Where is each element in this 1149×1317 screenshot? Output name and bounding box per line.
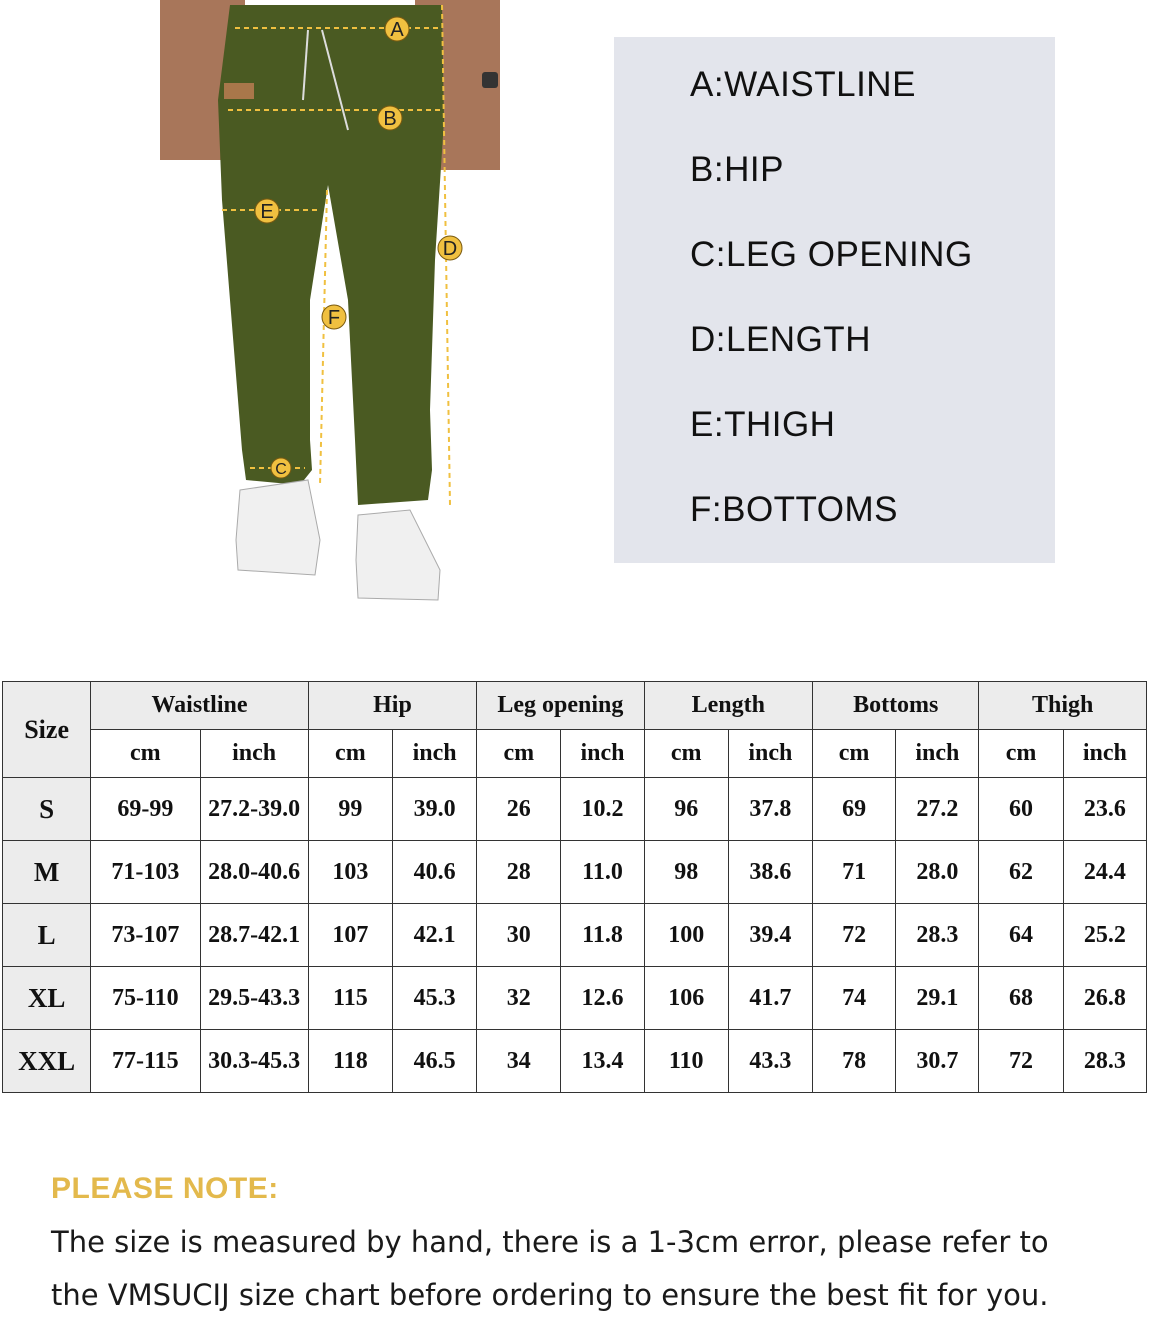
- measurement-cell: 39.0: [392, 778, 476, 841]
- measurement-cell: 75-110: [91, 967, 200, 1030]
- measurement-cell: 98: [644, 841, 728, 904]
- marker-d: [438, 236, 462, 260]
- measurement-cell: 28.0: [896, 841, 979, 904]
- brand-patch: [224, 83, 254, 99]
- table-row: [3, 1030, 1147, 1093]
- note-line-1: The size is measured by hand, there is a 1-3cm error, please refer to: [51, 1225, 1049, 1259]
- measurement-cell: 73-107: [91, 904, 200, 967]
- size-chart-table: [2, 681, 1147, 1093]
- unit-header: cm: [813, 730, 896, 778]
- measurement-cell: 42.1: [392, 904, 476, 967]
- left-shoe: [236, 480, 320, 575]
- measurement-cell: 28.7-42.1: [200, 904, 308, 967]
- size-header: Size: [3, 682, 91, 778]
- header-bottoms: Bottoms: [813, 682, 979, 730]
- measurement-cell: 26: [477, 778, 561, 841]
- legend-leg-opening: C:LEG OPENING: [690, 235, 973, 274]
- svg-text:E: E: [260, 201, 274, 223]
- measurement-cell: 78: [813, 1030, 896, 1093]
- measurement-cell: 29.1: [896, 967, 979, 1030]
- measurement-cell: 40.6: [392, 841, 476, 904]
- measurement-cell: 45.3: [392, 967, 476, 1030]
- unit-header: inch: [561, 730, 644, 778]
- group-header-row: [3, 682, 1147, 730]
- marker-c: [271, 458, 291, 478]
- size-cell: L: [3, 904, 91, 967]
- measurement-cell: 28.0-40.6: [200, 841, 308, 904]
- measurement-cell: 13.4: [561, 1030, 644, 1093]
- measurement-cell: 96: [644, 778, 728, 841]
- header-leg-opening: Leg opening: [477, 682, 644, 730]
- measurement-cell: 28.3: [1063, 1030, 1146, 1093]
- note-line-2: the VMSUCIJ size chart before ordering to ensure the best fit for you.: [51, 1278, 1049, 1312]
- measurement-cell: 24.4: [1063, 841, 1146, 904]
- legend-length: D:LENGTH: [690, 320, 871, 359]
- measurement-cell: 74: [813, 967, 896, 1030]
- measurement-cell: 30.7: [896, 1030, 979, 1093]
- measurement-cell: 38.6: [728, 841, 812, 904]
- measurement-cell: 43.3: [728, 1030, 812, 1093]
- measurement-cell: 110: [644, 1030, 728, 1093]
- svg-text:F: F: [327, 307, 341, 329]
- measurement-cell: 23.6: [1063, 778, 1146, 841]
- unit-header: cm: [91, 730, 200, 778]
- measurement-cell: 62: [979, 841, 1063, 904]
- measurement-cell: 28.3: [896, 904, 979, 967]
- header-hip: Hip: [308, 682, 476, 730]
- measurement-legend: [614, 37, 1055, 563]
- table-row: [3, 967, 1147, 1030]
- table-row: [3, 778, 1147, 841]
- measurement-cell: 27.2: [896, 778, 979, 841]
- unit-header: inch: [1063, 730, 1146, 778]
- measurement-cell: 27.2-39.0: [200, 778, 308, 841]
- legend-waistline: A:WAISTLINE: [690, 65, 916, 104]
- marker-f: [322, 305, 346, 329]
- measurement-cell: 115: [308, 967, 392, 1030]
- marker-a: [385, 17, 409, 41]
- measurement-cell: 25.2: [1063, 904, 1146, 967]
- measurement-cell: 77-115: [91, 1030, 200, 1093]
- measurement-cell: 103: [308, 841, 392, 904]
- measurement-cell: 72: [979, 1030, 1063, 1093]
- size-cell: S: [3, 778, 91, 841]
- unit-header: cm: [308, 730, 392, 778]
- measurement-cell: 34: [477, 1030, 561, 1093]
- right-shoe: [356, 510, 440, 600]
- marker-b: [378, 106, 402, 130]
- measurement-cell: 68: [979, 967, 1063, 1030]
- unit-header: cm: [979, 730, 1063, 778]
- unit-header: inch: [896, 730, 979, 778]
- measurement-cell: 71: [813, 841, 896, 904]
- unit-header: cm: [477, 730, 561, 778]
- watch-icon: [482, 72, 498, 88]
- measurement-cell: 30.3-45.3: [200, 1030, 308, 1093]
- measurement-cell: 10.2: [561, 778, 644, 841]
- unit-header: inch: [392, 730, 476, 778]
- header-length: Length: [644, 682, 812, 730]
- unit-header: cm: [644, 730, 728, 778]
- measurement-cell: 26.8: [1063, 967, 1146, 1030]
- measurement-cell: 46.5: [392, 1030, 476, 1093]
- header-waistline: Waistline: [91, 682, 309, 730]
- legend-thigh: E:THIGH: [690, 405, 836, 444]
- measurement-cell: 39.4: [728, 904, 812, 967]
- measurement-cell: 37.8: [728, 778, 812, 841]
- unit-header: inch: [200, 730, 308, 778]
- measurement-cell: 12.6: [561, 967, 644, 1030]
- unit-header: inch: [728, 730, 812, 778]
- measurement-cell: 41.7: [728, 967, 812, 1030]
- note-title: PLEASE NOTE:: [51, 1172, 279, 1205]
- header-thigh: Thigh: [979, 682, 1147, 730]
- table-row: [3, 841, 1147, 904]
- legend-bottoms: F:BOTTOMS: [690, 490, 899, 529]
- measurement-cell: 100: [644, 904, 728, 967]
- measurement-cell: 30: [477, 904, 561, 967]
- svg-text:C: C: [275, 461, 287, 478]
- measurement-cell: 99: [308, 778, 392, 841]
- measurement-cell: 69-99: [91, 778, 200, 841]
- measurement-cell: 11.0: [561, 841, 644, 904]
- unit-header-row: [3, 730, 1147, 778]
- measurement-cell: 11.8: [561, 904, 644, 967]
- measurement-cell: 107: [308, 904, 392, 967]
- pants: [218, 5, 444, 505]
- measurement-cell: 71-103: [91, 841, 200, 904]
- measurement-cell: 29.5-43.3: [200, 967, 308, 1030]
- measurement-cell: 64: [979, 904, 1063, 967]
- size-cell: M: [3, 841, 91, 904]
- marker-e: [255, 199, 279, 223]
- svg-text:A: A: [390, 19, 404, 41]
- legend-hip: B:HIP: [690, 150, 784, 189]
- measurement-cell: 69: [813, 778, 896, 841]
- measurement-cell: 118: [308, 1030, 392, 1093]
- measurement-cell: 32: [477, 967, 561, 1030]
- svg-text:B: B: [383, 108, 397, 130]
- size-cell: XL: [3, 967, 91, 1030]
- measurement-cell: 72: [813, 904, 896, 967]
- table-row: [3, 904, 1147, 967]
- size-cell: XXL: [3, 1030, 91, 1093]
- measurement-cell: 60: [979, 778, 1063, 841]
- product-figure: [160, 0, 500, 620]
- measurement-cell: 106: [644, 967, 728, 1030]
- svg-text:D: D: [442, 238, 458, 260]
- measurement-cell: 28: [477, 841, 561, 904]
